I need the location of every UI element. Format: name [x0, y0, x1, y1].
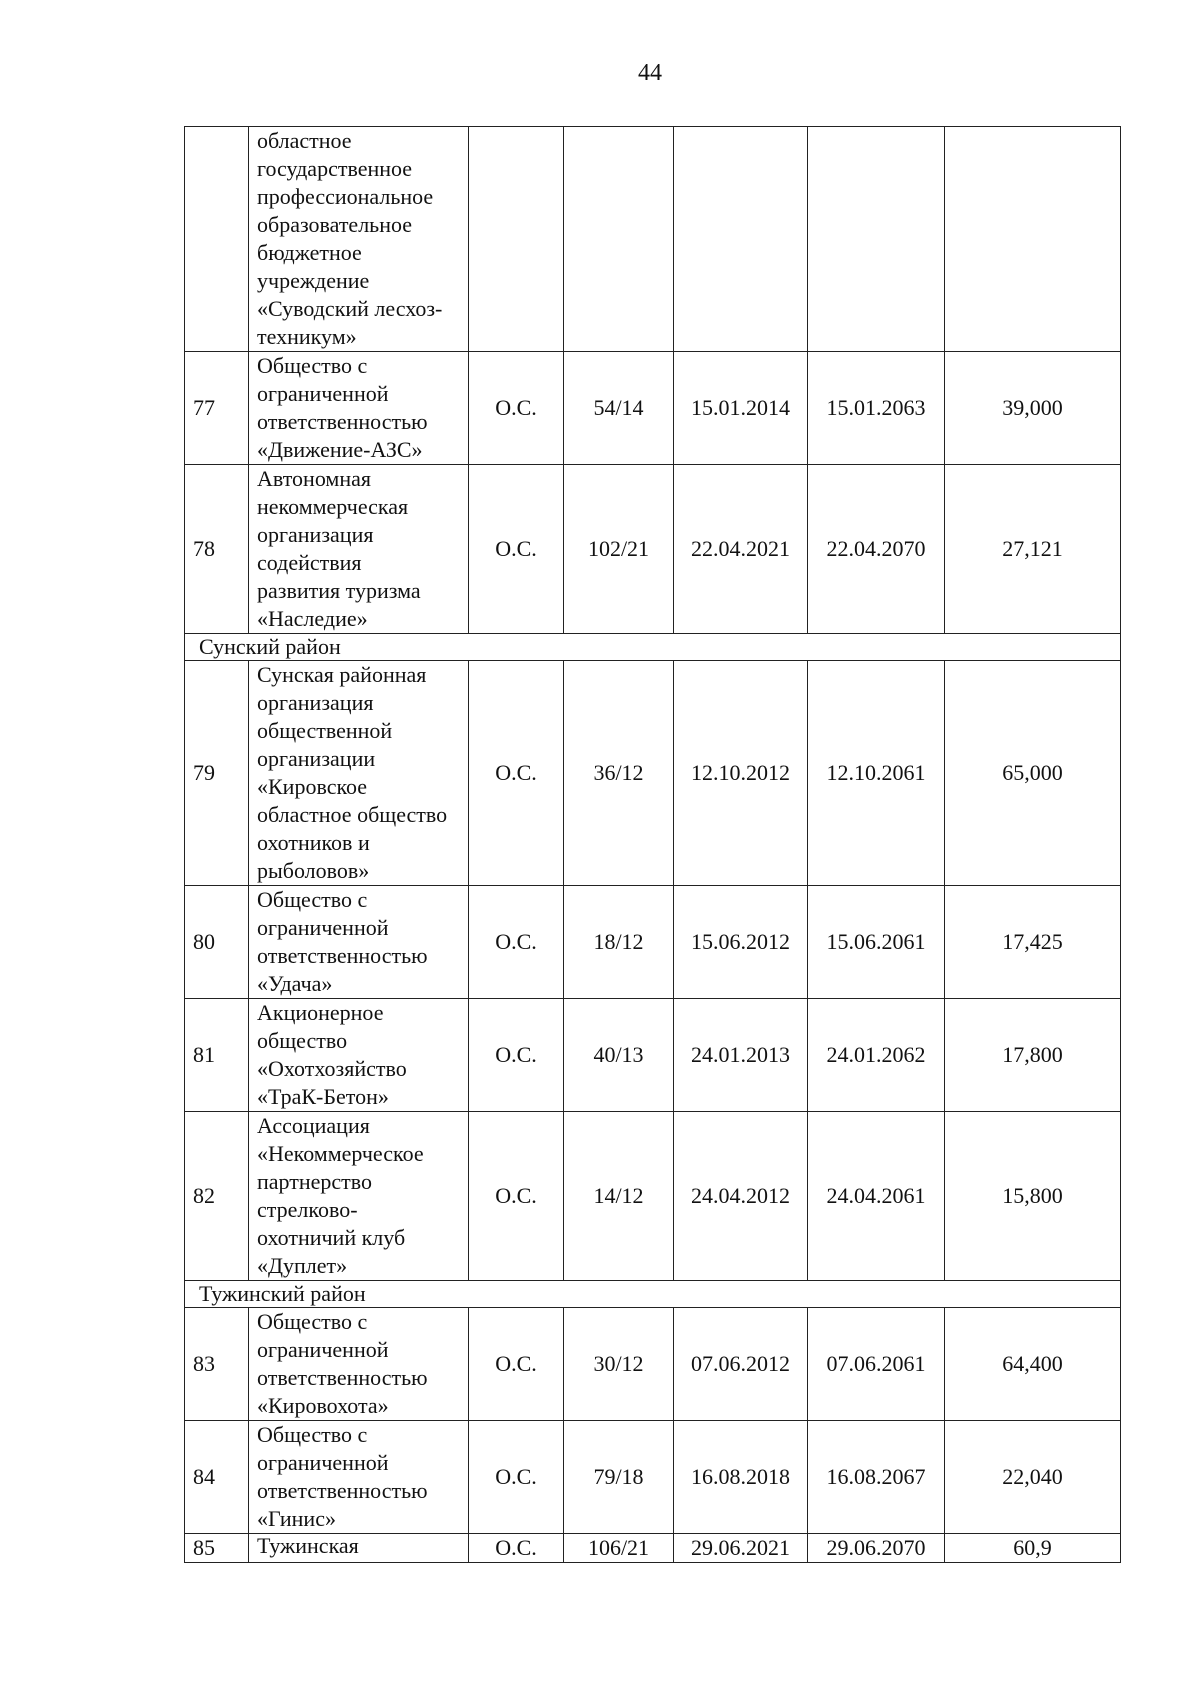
cell-num: 77 [185, 352, 249, 465]
table-row [185, 1112, 1121, 1281]
name-line: государственное [257, 156, 413, 181]
name-line: областное [257, 128, 352, 153]
name-line: «Гинис» [257, 1506, 336, 1531]
name-line: областное общество [257, 802, 448, 827]
cell-start: 22.04.2021 [674, 465, 808, 634]
cell-name [249, 1421, 469, 1534]
cell-end: 22.04.2070 [808, 465, 945, 634]
cell-area: 64,400 [945, 1308, 1121, 1421]
name-line: организация [257, 522, 374, 547]
name-line: Общество с [257, 887, 368, 912]
cell-num: 82 [185, 1112, 249, 1281]
name-line: «Кировское [257, 774, 368, 799]
cell-type: О.С. [469, 1308, 564, 1421]
cell-doc: 106/21 [564, 1534, 674, 1563]
cell-area: 60,9 [945, 1534, 1121, 1563]
cell-start: 12.10.2012 [674, 661, 808, 886]
cell-type: О.С. [469, 661, 564, 886]
name-line: Акционерное [257, 1000, 384, 1025]
name-line: «Некоммерческое [257, 1141, 424, 1166]
cell-num [185, 127, 249, 352]
name-line: содействия [257, 550, 362, 575]
cell-end: 16.08.2067 [808, 1421, 945, 1534]
name-line: ответственностью [257, 943, 428, 968]
cell-num: 83 [185, 1308, 249, 1421]
cell-name [249, 999, 469, 1112]
page-number: 44 [638, 60, 662, 86]
name-line: «Дуплет» [257, 1253, 348, 1278]
section-label: Тужинский район [185, 1281, 1121, 1308]
cell-name [249, 352, 469, 465]
cell-name [249, 1308, 469, 1421]
cell-doc: 54/14 [564, 352, 674, 465]
cell-num: 80 [185, 886, 249, 999]
cell-name [249, 1534, 469, 1563]
section-row [185, 1281, 1121, 1308]
cell-doc: 36/12 [564, 661, 674, 886]
cell-area: 39,000 [945, 352, 1121, 465]
name-line: профессиональное [257, 184, 434, 209]
cell-area: 15,800 [945, 1112, 1121, 1281]
cell-start: 07.06.2012 [674, 1308, 808, 1421]
name-line: Автономная [257, 466, 371, 491]
hunting-grounds-table [184, 126, 1121, 1563]
cell-start: 15.01.2014 [674, 352, 808, 465]
name-line: ограниченной [257, 1450, 389, 1475]
name-line: «Кировохота» [257, 1393, 389, 1418]
name-line: охотников и [257, 830, 370, 855]
cell-doc: 30/12 [564, 1308, 674, 1421]
cell-doc: 14/12 [564, 1112, 674, 1281]
cell-doc: 18/12 [564, 886, 674, 999]
cell-end [808, 127, 945, 352]
section-label: Сунский район [185, 634, 1121, 661]
cell-type [469, 127, 564, 352]
name-line: ограниченной [257, 915, 389, 940]
name-line: ответственностью [257, 1478, 428, 1503]
name-line: Общество с [257, 1422, 368, 1447]
name-line: «Удача» [257, 971, 333, 996]
section-row [185, 634, 1121, 661]
name-line: бюджетное [257, 240, 362, 265]
name-line: Ассоциация [257, 1113, 370, 1138]
cell-doc: 79/18 [564, 1421, 674, 1534]
name-line: ответственностью [257, 1365, 428, 1390]
cell-name [249, 1112, 469, 1281]
cell-name [249, 661, 469, 886]
cell-end: 29.06.2070 [808, 1534, 945, 1563]
cell-end: 15.01.2063 [808, 352, 945, 465]
cell-type: О.С. [469, 352, 564, 465]
name-line: Тужинская [257, 1533, 359, 1558]
name-line: образовательное [257, 212, 413, 237]
name-line: «Суводский лесхоз- [257, 296, 443, 321]
cell-num: 79 [185, 661, 249, 886]
cell-end: 12.10.2061 [808, 661, 945, 886]
table-body [185, 127, 1121, 1563]
table-row [185, 1308, 1121, 1421]
cell-num: 85 [185, 1534, 249, 1563]
table-row [185, 352, 1121, 465]
name-line: общество [257, 1028, 348, 1053]
cell-doc: 102/21 [564, 465, 674, 634]
name-line: развития туризма [257, 578, 421, 603]
registry-table-container [184, 126, 1120, 1563]
name-line: стрелково- [257, 1197, 358, 1222]
cell-start: 24.01.2013 [674, 999, 808, 1112]
name-line: общественной [257, 718, 393, 743]
cell-name [249, 465, 469, 634]
table-row [185, 1421, 1121, 1534]
cell-start: 29.06.2021 [674, 1534, 808, 1563]
cell-doc: 40/13 [564, 999, 674, 1112]
cell-type: О.С. [469, 999, 564, 1112]
cell-num: 81 [185, 999, 249, 1112]
name-line: организации [257, 746, 376, 771]
name-line: некоммерческая [257, 494, 409, 519]
cell-name [249, 127, 469, 352]
table-row [185, 1534, 1121, 1563]
cell-name [249, 886, 469, 999]
name-line: «ТраК-Бетон» [257, 1084, 389, 1109]
table-row [185, 661, 1121, 886]
name-line: организация [257, 690, 374, 715]
cell-start: 15.06.2012 [674, 886, 808, 999]
cell-start [674, 127, 808, 352]
table-row [185, 999, 1121, 1112]
cell-area: 22,040 [945, 1421, 1121, 1534]
cell-type: О.С. [469, 465, 564, 634]
cell-area: 27,121 [945, 465, 1121, 634]
name-line: Общество с [257, 353, 368, 378]
cell-start: 16.08.2018 [674, 1421, 808, 1534]
table-row [185, 886, 1121, 999]
name-line: ограниченной [257, 1337, 389, 1362]
cell-type: О.С. [469, 1534, 564, 1563]
cell-end: 07.06.2061 [808, 1308, 945, 1421]
cell-type: О.С. [469, 1421, 564, 1534]
table-row-continued [185, 127, 1121, 352]
name-line: ответственностью [257, 409, 428, 434]
cell-start: 24.04.2012 [674, 1112, 808, 1281]
cell-num: 78 [185, 465, 249, 634]
cell-end: 24.04.2061 [808, 1112, 945, 1281]
name-line: рыболовов» [257, 858, 370, 883]
cell-type: О.С. [469, 886, 564, 999]
name-line: партнерство [257, 1169, 373, 1194]
name-line: ограниченной [257, 381, 389, 406]
cell-area: 17,425 [945, 886, 1121, 999]
cell-type: О.С. [469, 1112, 564, 1281]
cell-area: 17,800 [945, 999, 1121, 1112]
name-line: «Охотхозяйство [257, 1056, 407, 1081]
name-line: «Движение-АЗС» [257, 437, 423, 462]
name-line: «Наследие» [257, 606, 368, 631]
cell-area: 65,000 [945, 661, 1121, 886]
cell-area [945, 127, 1121, 352]
cell-doc [564, 127, 674, 352]
name-line: Сунская районная [257, 662, 427, 687]
name-line: Общество с [257, 1309, 368, 1334]
name-line: техникум» [257, 324, 357, 349]
cell-end: 24.01.2062 [808, 999, 945, 1112]
name-line: охотничий клуб [257, 1225, 406, 1250]
table-row [185, 465, 1121, 634]
cell-num: 84 [185, 1421, 249, 1534]
name-line: учреждение [257, 268, 370, 293]
cell-end: 15.06.2061 [808, 886, 945, 999]
